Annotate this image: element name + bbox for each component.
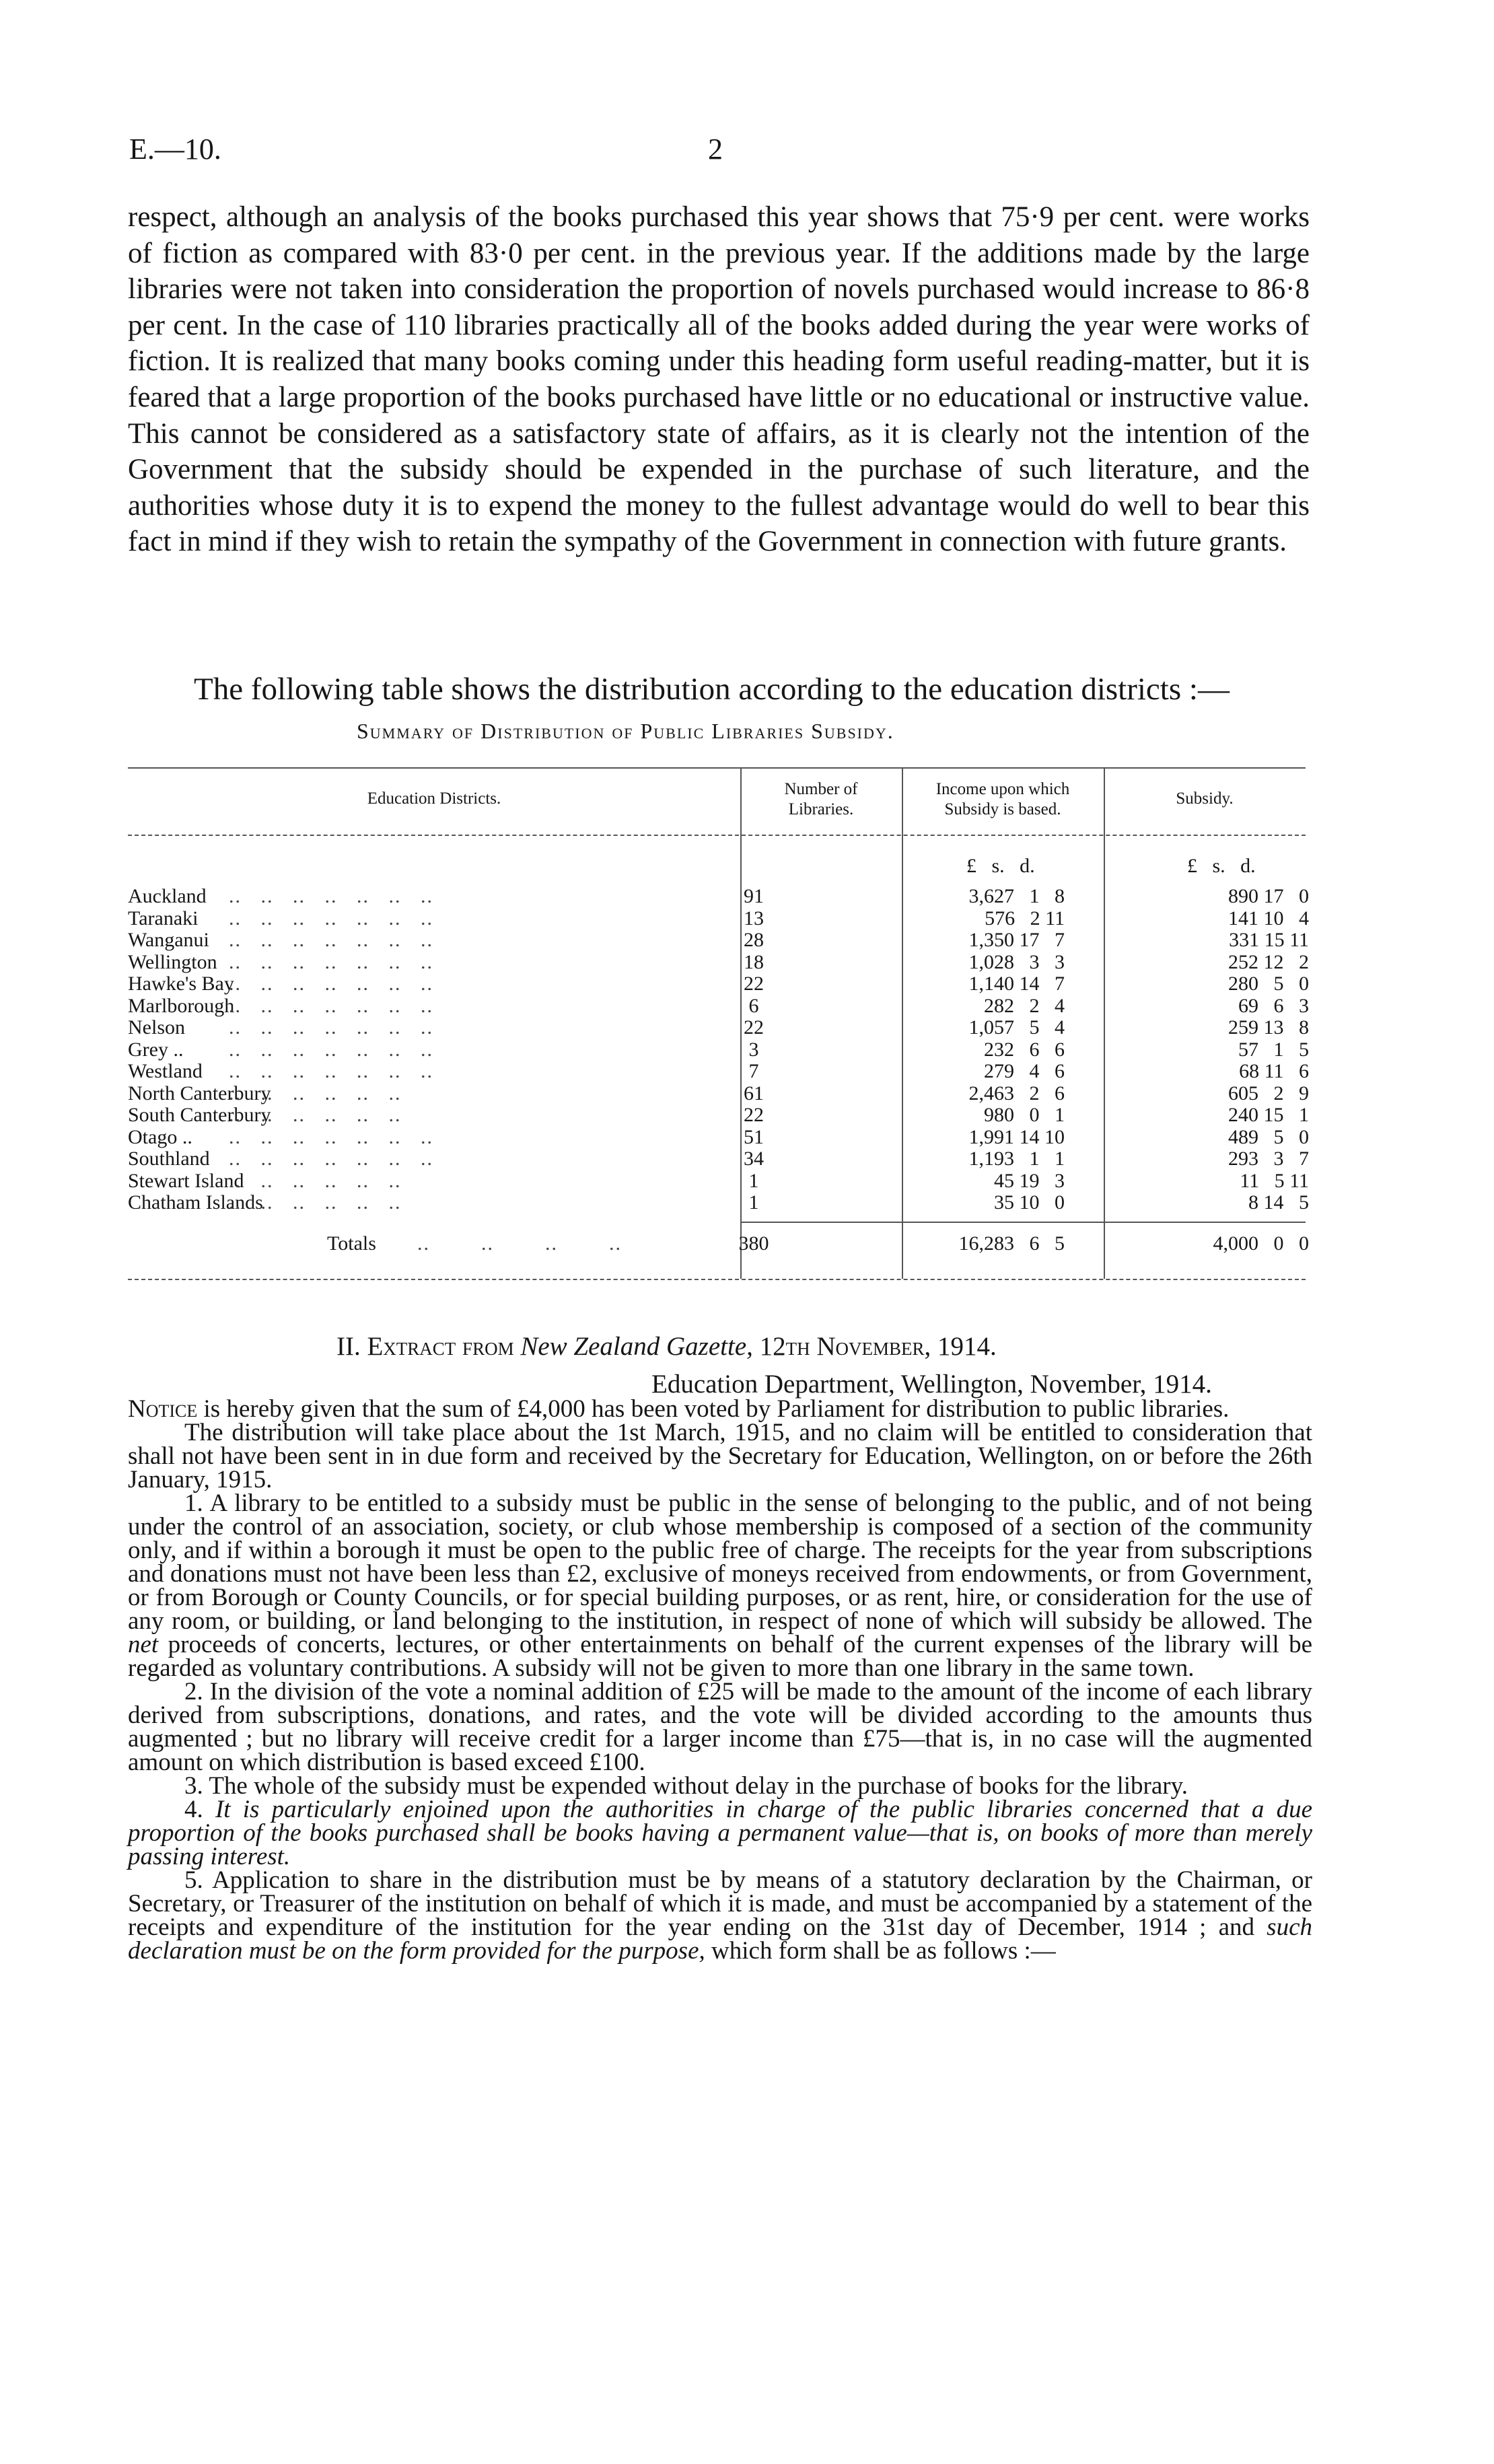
lead-paragraph: [128, 199, 1310, 560]
header-subsidy: Subsidy.: [1176, 789, 1234, 808]
header-districts: Education Districts.: [367, 789, 501, 808]
document-code: E.—10.: [129, 133, 221, 166]
header-income-line-2: Subsidy is based.: [944, 800, 1061, 818]
totals-leader-dots: .. .. .. ..: [417, 1232, 622, 1255]
leader-dots: .. .. .. .. .. .. ..: [229, 994, 433, 1017]
leader-dots: .. .. .. .. .. .. ..: [229, 907, 433, 929]
income-amount: 980 0 1: [984, 1104, 1065, 1126]
leader-dots: .. .. .. .. .. ..: [229, 1169, 402, 1192]
subsidy-amount: 68 11 6: [1239, 1060, 1309, 1082]
subsidy-amount: 57 1 5: [1238, 1038, 1309, 1061]
page-number: 2: [708, 133, 723, 166]
income-amount: 1,140 14 7: [968, 973, 1065, 995]
table-row: [128, 994, 1309, 1017]
notice-clause-4: [128, 1798, 1312, 1868]
library-count: 28: [744, 929, 764, 951]
leader-dots: .. .. .. .. .. .. ..: [229, 950, 433, 973]
district-name: North Canterbury: [128, 1082, 271, 1104]
subsidy-table: [128, 767, 1309, 1292]
table-row: [128, 973, 1309, 995]
table-row: [128, 1148, 1309, 1170]
leader-dots: .. .. .. .. .. .. ..: [229, 1060, 433, 1082]
header-income-line-1: Income upon which: [935, 780, 1070, 798]
library-count: 1: [748, 1191, 759, 1213]
leader-dots: .. .. .. .. .. ..: [229, 1191, 402, 1213]
table-row: [128, 950, 1309, 973]
notice-clause-2: 2. In the division of the vote a nominal addition of £25 will be made to the amount of the income of each library derived from subscriptions, donations, and rates, and the vote will be divided according to the amounts thus augmented ; but no library will receive credit for a larger income than £75—that is, in no case will the augmented amount on which distribution is based exceed £100.: [128, 1678, 1312, 1776]
section-heading-prefix: II. Extract from: [336, 1332, 514, 1361]
income-amount: 1,991 14 10: [968, 1125, 1065, 1148]
totals-label: Totals: [327, 1232, 376, 1255]
district-name: Otago ..: [128, 1125, 192, 1148]
district-name: Chatham Islands: [128, 1191, 263, 1213]
library-count: 1: [748, 1169, 759, 1192]
notice-clause-1: [128, 1491, 1312, 1680]
lead-paragraph-text: respect, although an analysis of the books purchased this year shows that 75·9 per cent. were works of fiction as compared with 83·0 per cent. in the previous year. If the additions made by the large libraries were not taken into consideration the proportion of novels purchased would increase to 86·8 per cent. In the case of 110 libraries practically all of the books added during the year were works of fiction. It is realized that many books coming under this heading form useful reading-matter, but it is feared that a large proportion of the books purchased have little or no educational or instructive value. This cannot be considered as a satisfactory state of affairs, as it is clearly not the intention of the Government that the subsidy should be expended in the purchase of such literature, and the authorities whose duty it is to expend the money to the fullest advantage would do well to bear this fact in mind if they wish to retain the sympathy of the Government in connection with future grants.: [128, 201, 1310, 558]
clause-1-text-b: proceeds of concerts, lectures, or other entertainments on behalf of the current expenses of the library will be regarded as voluntary contributions. A subsidy will not be given to more than one library in the same town.: [128, 1631, 1312, 1682]
table-row: [128, 885, 1309, 907]
clause-5-text-b: which form shall be as follows :—: [705, 1937, 1056, 1965]
subsidy-amount: 259 13 8: [1228, 1016, 1309, 1039]
subsidy-amount: 240 15 1: [1228, 1104, 1309, 1126]
table-row: [128, 1104, 1309, 1126]
subsidy-amount: 489 5 0: [1228, 1125, 1309, 1148]
district-name: Hawke's Bay: [128, 973, 234, 995]
income-amount: 3,627 1 8: [968, 885, 1065, 907]
table-header-rule: [128, 835, 1306, 836]
notice-dateline: Education Department, Wellington, November, 1914.: [651, 1370, 1212, 1399]
income-amount: 2,463 2 6: [968, 1082, 1065, 1104]
notice-opening: [128, 1397, 1312, 1421]
section-heading: [336, 1331, 1144, 1362]
district-name: Wellington: [128, 950, 217, 973]
library-count: 18: [744, 950, 764, 973]
header-libraries-line-2: Libraries.: [788, 800, 854, 818]
income-units: £ s. d.: [966, 855, 1035, 877]
notice-word: Notice: [128, 1395, 198, 1423]
page-header: [129, 132, 1307, 172]
clause-5-emphasis: such declaration must be on the form provided for the purpose,: [128, 1913, 1312, 1965]
header-income: [902, 779, 1104, 820]
table-row: [128, 1125, 1309, 1148]
income-amount: 1,057 5 4: [968, 1016, 1065, 1039]
subsidy-amount: 890 17 0: [1228, 885, 1309, 907]
table-row: [128, 1060, 1309, 1082]
district-name: Taranaki: [128, 907, 199, 929]
subsidy-amount: 141 10 4: [1228, 907, 1309, 929]
notice-clause-3: 3. The whole of the subsidy must be expended without delay in the purchase of books for the library.: [184, 1772, 1188, 1800]
notice-body: [128, 1397, 1312, 1963]
subsidy-amount: 69 6 3: [1238, 994, 1309, 1017]
table-row: [128, 929, 1309, 951]
section-heading-date: 12th November, 1914.: [759, 1332, 997, 1361]
subsidy-amount: 280 5 0: [1228, 973, 1309, 995]
table-bottom-rule: [128, 1279, 1306, 1280]
table-caption: Summary of Distribution of Public Libraries Subsidy.: [357, 719, 894, 743]
income-amount: 282 2 4: [984, 994, 1065, 1017]
library-count: 3: [748, 1038, 759, 1061]
income-amount: 279 4 6: [984, 1060, 1065, 1082]
district-name: Nelson: [128, 1016, 185, 1039]
clause-4-emphasis: It is particularly enjoined upon the authorities in charge of the public libraries concerned that a due proportion of the books purchased shall be books having a permanent value—that is, on books of more than merely passing interest.: [128, 1796, 1312, 1870]
subsidy-amount: 605 2 9: [1228, 1082, 1309, 1104]
totals-libraries: 380: [738, 1232, 769, 1255]
notice-opening-text: is hereby given that the sum of £4,000 has been voted by Parliament for distribution to public libraries.: [197, 1395, 1230, 1423]
clause-1-text-a: 1. A library to be entitled to a subsidy must be public in the sense of belonging to the public, and of not being under the control of an association, society, or club whose membership is composed of a section of the community only, and if within a borough it must be open to the public free of charge. The receipts for the year from subscriptions and donations must not have been less than £2, exclusive of moneys received from endowments, or from Government, or from Borough or County Councils, or for special building purposes, or as rent, hire, or consideration for the use of any room, or building, or land belonging to the institution, in respect of none of which will subsidy be allowed. The: [128, 1489, 1312, 1635]
header-libraries-line-1: Number of: [784, 780, 858, 798]
library-count: 13: [744, 907, 764, 929]
income-amount: 232 6 6: [984, 1038, 1065, 1061]
library-count: 22: [744, 973, 764, 995]
library-count: 22: [744, 1016, 764, 1039]
leader-dots: .. .. .. .. .. ..: [229, 1104, 402, 1126]
library-count: 22: [744, 1104, 764, 1126]
table-intro: The following table shows the distribution according to the education districts :—: [194, 672, 1230, 707]
gazette-title: New Zealand Gazette,: [520, 1332, 753, 1361]
clause-5-text-a: 5. Application to share in the distribution must be by means of a statutory declaration by the Chairman, or Secretary, or Treasurer of the institution on behalf of which it is made, and must be accompanied by a statement of the receipts and expenditure of the institution for the year ending on the 31st day of December, 1914 ; and: [128, 1866, 1312, 1941]
leader-dots: .. .. .. .. .. .. ..: [229, 1016, 433, 1039]
library-count: 61: [744, 1082, 764, 1104]
leader-dots: .. .. .. .. .. .. ..: [229, 885, 433, 907]
library-count: 51: [744, 1125, 764, 1148]
income-amount: 1,028 3 3: [968, 950, 1065, 973]
table-top-rule: [128, 767, 1306, 769]
subsidy-amount: 11 5 11: [1240, 1169, 1309, 1192]
notice-clause-5: [128, 1868, 1312, 1963]
district-name: South Canterbury: [128, 1104, 271, 1126]
district-name: Marlborough: [128, 994, 235, 1017]
table-row: [128, 1169, 1309, 1192]
clause-4-number: 4.: [184, 1796, 215, 1823]
clause-1-emphasis: net: [128, 1631, 159, 1658]
district-name: Stewart Island: [128, 1169, 244, 1192]
library-count: 7: [748, 1060, 759, 1082]
library-count: 6: [748, 994, 759, 1017]
income-amount: 1,350 17 7: [968, 929, 1065, 951]
library-count: 91: [744, 885, 764, 907]
totals-subsidy: 4,000 0 0: [1213, 1232, 1309, 1255]
district-name: Grey ..: [128, 1038, 184, 1061]
district-name: Westland: [128, 1060, 203, 1082]
library-count: 34: [744, 1148, 764, 1170]
subsidy-amount: 8 14 5: [1248, 1191, 1309, 1213]
table-row: [128, 1016, 1309, 1039]
subsidy-amount: 293 3 7: [1228, 1148, 1309, 1170]
subsidy-amount: 331 15 11: [1229, 929, 1309, 951]
totals-income: 16,283 6 5: [958, 1232, 1065, 1255]
header-libraries: [740, 779, 902, 820]
income-amount: 576 2 11: [985, 907, 1065, 929]
table-row: [128, 1082, 1309, 1104]
district-name: Southland: [128, 1148, 210, 1170]
income-amount: 35 10 0: [994, 1191, 1065, 1213]
income-amount: 45 19 3: [994, 1169, 1065, 1192]
leader-dots: .. .. .. .. .. .. ..: [229, 1148, 433, 1170]
table-row: [128, 1191, 1309, 1213]
district-name: Auckland: [128, 885, 207, 907]
subsidy-units: £ s. d.: [1187, 855, 1256, 877]
income-amount: 1,193 1 1: [968, 1148, 1065, 1170]
leader-dots: .. .. .. .. .. .. ..: [229, 929, 433, 951]
notice-distribution: The distribution will take place about the 1st March, 1915, and no claim will be entitled to consideration that shall not have been sent in in due form and received by the Secretary for Education, Wellington, on or before the 26th January, 1915.: [128, 1419, 1312, 1493]
district-name: Wanganui: [128, 929, 209, 951]
totals-rule: [740, 1222, 1306, 1223]
table-row: [128, 1038, 1309, 1061]
leader-dots: .. .. .. .. .. .. ..: [229, 973, 433, 995]
leader-dots: .. .. .. .. .. .. ..: [229, 1125, 433, 1148]
totals-row: [128, 1232, 1309, 1255]
table-row: [128, 907, 1309, 929]
leader-dots: .. .. .. .. .. .. ..: [229, 1038, 433, 1061]
subsidy-amount: 252 12 2: [1228, 950, 1309, 973]
leader-dots: .. .. .. .. .. ..: [229, 1082, 402, 1104]
